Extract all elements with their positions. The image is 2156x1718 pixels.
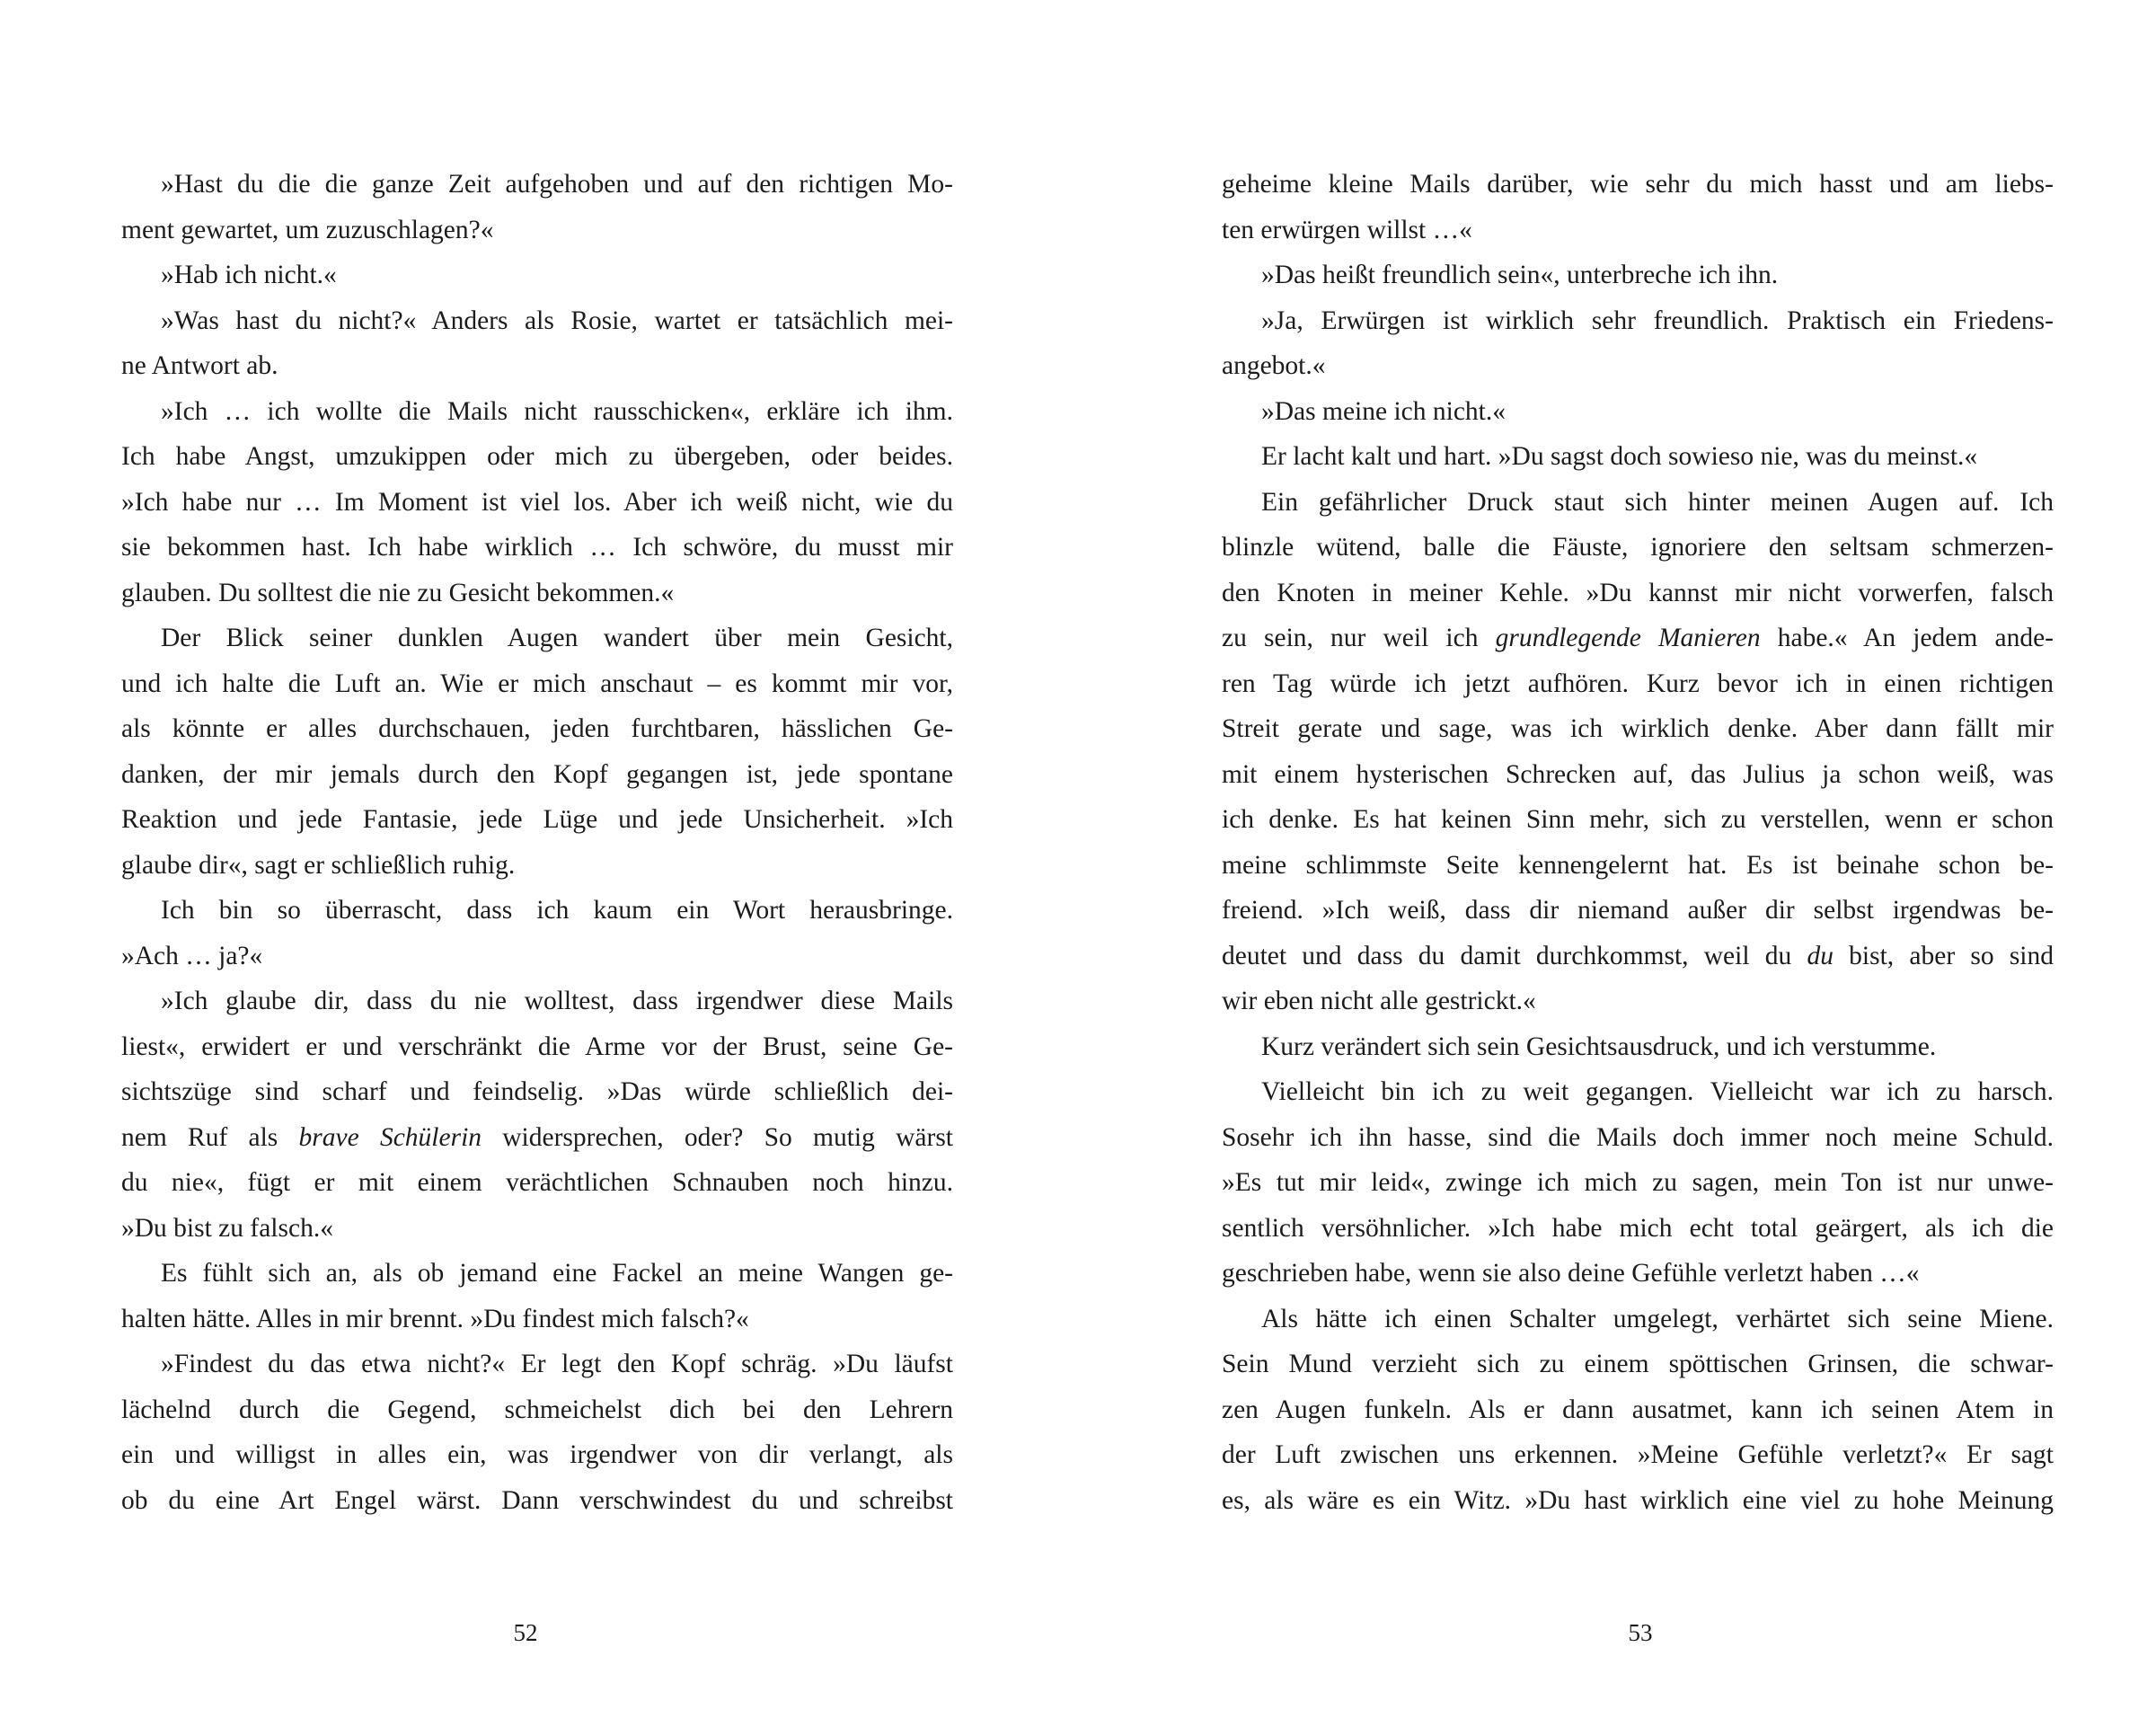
text-line: »Ich glaube dir, dass du nie wolltest, dass irgendwer diese Mails bbox=[161, 987, 953, 1015]
paragraph bbox=[1222, 1024, 2054, 1070]
text-line: Kurz verändert sich sein Gesichtsausdruck, und ich verstumme. bbox=[1261, 1032, 1937, 1061]
text-line: angebot.« bbox=[1222, 351, 1326, 380]
text-line: »Ich … ich wollte die Mails nicht rausschicken«, erkläre ich ihm. bbox=[161, 396, 953, 426]
text-line: »Was hast du nicht?« Anders als Rosie, wartet er tatsächlich mei- bbox=[161, 306, 953, 335]
text-line: halten hätte. Alles in mir brennt. »Du findest mich falsch?« bbox=[121, 1304, 749, 1333]
text-line: blinzle wütend, balle die Fäuste, ignoriere den seltsam schmerzen- bbox=[1222, 533, 2054, 562]
text-line: sentlich versöhnlicher. »Ich habe mich echt total geärgert, als ich die bbox=[1222, 1213, 2054, 1243]
paragraph bbox=[1222, 298, 2054, 389]
italic-text: grundlegende Manieren bbox=[1495, 624, 1761, 652]
text-span: habe.« An jedem ande- bbox=[1760, 624, 2054, 652]
text-line: Ich habe Angst, umzukippen oder mich zu übergeben, oder beides. bbox=[121, 442, 953, 471]
text-line: »Ich habe nur … Im Moment ist viel los. Aber ich weiß nicht, wie du bbox=[121, 487, 953, 517]
text-line: es, als wäre es ein Witz. »Du hast wirklich eine viel zu hohe Meinung bbox=[1222, 1485, 2054, 1515]
text-line: »Du bist zu falsch.« bbox=[121, 1213, 333, 1243]
text-line: als könnte er alles durchschauen, jeden furchtbaren, hässlichen Ge- bbox=[121, 714, 953, 743]
text-line: mit einem hysterischen Schrecken auf, das Julius ja schon weiß, was bbox=[1222, 759, 2054, 789]
page-number-right: 53 bbox=[1628, 1619, 1653, 1646]
text-line: Sosehr ich ihn hasse, sind die Mails doch immer noch meine Schuld. bbox=[1222, 1122, 2054, 1152]
paragraph bbox=[121, 888, 953, 979]
text-span: bist, aber so sind bbox=[1833, 941, 2054, 970]
text-line: Sein Mund verzieht sich zu einem spöttischen Grinsen, die schwar- bbox=[1222, 1350, 2054, 1378]
paragraph bbox=[121, 1251, 953, 1342]
text-span: zu sein, nur weil ich bbox=[1222, 624, 1496, 652]
right-page-text bbox=[1222, 162, 2054, 1523]
text-line: meine schlimmste Seite kennengelernt hat. Es ist beinahe schon be- bbox=[1222, 850, 2054, 880]
text-line: danken, der mir jemals durch den Kopf gegangen ist, jede spontane bbox=[121, 759, 953, 789]
text-line: den Knoten in meiner Kehle. »Du kannst mir nicht vorwerfen, falsch bbox=[1222, 578, 2054, 607]
paragraph bbox=[121, 389, 953, 616]
paragraph bbox=[121, 298, 953, 389]
text-line: ob du eine Art Engel wärst. Dann verschwindest du und schreibst bbox=[121, 1485, 953, 1515]
text-line: freiend. »Ich weiß, dass dir niemand außer dir selbst irgendwas be- bbox=[1222, 896, 2054, 925]
text-line: ich denke. Es hat keinen Sinn mehr, sich zu verstellen, wenn er schon bbox=[1222, 805, 2054, 834]
paragraph bbox=[1222, 1297, 2054, 1524]
text-line: Es fühlt sich an, als ob jemand eine Fackel an meine Wangen ge- bbox=[161, 1259, 953, 1288]
paragraph bbox=[1222, 480, 2054, 1024]
text-line: »Das meine ich nicht.« bbox=[1261, 396, 1506, 426]
paragraph bbox=[121, 979, 953, 1251]
text-line: Als hätte ich einen Schalter umgelegt, verhärtet sich seine Miene. bbox=[1261, 1304, 2054, 1333]
paragraph bbox=[121, 615, 953, 888]
text-line: »Hab ich nicht.« bbox=[161, 261, 337, 289]
paragraph bbox=[1222, 252, 2054, 298]
paragraph bbox=[1222, 1069, 2054, 1297]
paragraph bbox=[121, 1342, 953, 1523]
paragraph bbox=[1222, 434, 2054, 480]
text-line: glauben. Du solltest die nie zu Gesicht bekommen.« bbox=[121, 578, 675, 607]
italic-text: brave Schülerin bbox=[298, 1122, 482, 1152]
page-number-left: 52 bbox=[513, 1619, 538, 1646]
text-line: Ich bin so überrascht, dass ich kaum ein Wort herausbringe. bbox=[161, 896, 953, 925]
text-line: »Ja, Erwürgen ist wirklich sehr freundlich. Praktisch ein Friedens- bbox=[1261, 306, 2054, 335]
text-line: ne Antwort ab. bbox=[121, 351, 278, 380]
text-line: Vielleicht bin ich zu weit gegangen. Vielleicht war ich zu harsch. bbox=[1261, 1077, 2054, 1106]
text-line: Ein gefährlicher Druck staut sich hinter meinen Augen auf. Ich bbox=[1261, 487, 2054, 517]
text-line bbox=[1222, 934, 2054, 979]
paragraph bbox=[1222, 389, 2054, 435]
text-line: Streit gerate und sage, was ich wirklich denke. Aber dann fällt mir bbox=[1222, 714, 2054, 743]
text-line: »Findest du das etwa nicht?« Er legt den Kopf schräg. »Du läufst bbox=[161, 1350, 953, 1378]
text-line: »Das heißt freundlich sein«, unterbreche ich ihn. bbox=[1261, 261, 1779, 289]
text-line: Er lacht kalt und hart. »Du sagst doch sowieso nie, was du meinst.« bbox=[1261, 442, 1978, 471]
text-line: wir eben nicht alle gestrickt.« bbox=[1222, 987, 1536, 1015]
text-line: geschrieben habe, wenn sie also deine Gefühle verletzt haben …« bbox=[1222, 1259, 1920, 1288]
text-line: zen Augen funkeln. Als er dann ausatmet, kann ich seinen Atem in bbox=[1222, 1395, 2054, 1424]
text-line: »Ach … ja?« bbox=[121, 941, 263, 970]
text-line: Reaktion und jede Fantasie, jede Lüge und jede Unsicherheit. »Ich bbox=[121, 805, 953, 834]
text-line: Der Blick seiner dunklen Augen wandert über mein Gesicht, bbox=[161, 624, 953, 652]
text-line: ren Tag würde ich jetzt aufhören. Kurz bevor ich in einen richtigen bbox=[1222, 669, 2054, 698]
text-line: und ich halte die Luft an. Wie er mich anschaut – es kommt mir vor, bbox=[121, 669, 953, 698]
italic-text: du bbox=[1807, 941, 1833, 970]
text-line bbox=[1222, 615, 2054, 661]
text-line: lächelnd durch die Gegend, schmeichelst dich bei den Lehrern bbox=[121, 1395, 953, 1424]
text-line bbox=[121, 1115, 953, 1161]
text-line: ten erwürgen willst …« bbox=[1222, 215, 1472, 244]
text-line: sie bekommen hast. Ich habe wirklich … Ich schwöre, du musst mir bbox=[121, 533, 953, 562]
text-line: der Luft zwischen uns erkennen. »Meine Gefühle verletzt?« Er sagt bbox=[1222, 1440, 2054, 1469]
text-span: widersprechen, oder? So mutig wärst bbox=[482, 1122, 954, 1152]
paragraph bbox=[121, 252, 953, 298]
text-line: glaube dir«, sagt er schließlich ruhig. bbox=[121, 850, 516, 880]
text-line: »Es tut mir leid«, zwinge ich mich zu sagen, mein Ton ist nur unwe- bbox=[1222, 1168, 2054, 1197]
left-page-text bbox=[121, 162, 953, 1523]
paragraph bbox=[121, 162, 953, 252]
text-span: deutet und dass du damit durchkommst, weil du bbox=[1222, 941, 1807, 970]
paragraph bbox=[1222, 162, 2054, 252]
text-span: nem Ruf als bbox=[121, 1122, 299, 1152]
text-line: liest«, erwidert er und verschränkt die Arme vor der Brust, seine Ge- bbox=[121, 1032, 953, 1061]
text-line: sichtszüge sind scharf und feindselig. »Das würde schließlich dei- bbox=[121, 1077, 953, 1106]
text-line: geheime kleine Mails darüber, wie sehr du mich hasst und am liebs- bbox=[1222, 170, 2054, 199]
text-line: »Hast du die die ganze Zeit aufgehoben und auf den richtigen Mo- bbox=[161, 170, 953, 199]
text-line: du nie«, fügt er mit einem verächtlichen Schnauben noch hinzu. bbox=[121, 1168, 953, 1197]
text-line: ein und willigst in alles ein, was irgendwer von dir verlangt, als bbox=[121, 1440, 953, 1469]
text-line: ment gewartet, um zuzuschlagen?« bbox=[121, 215, 494, 244]
